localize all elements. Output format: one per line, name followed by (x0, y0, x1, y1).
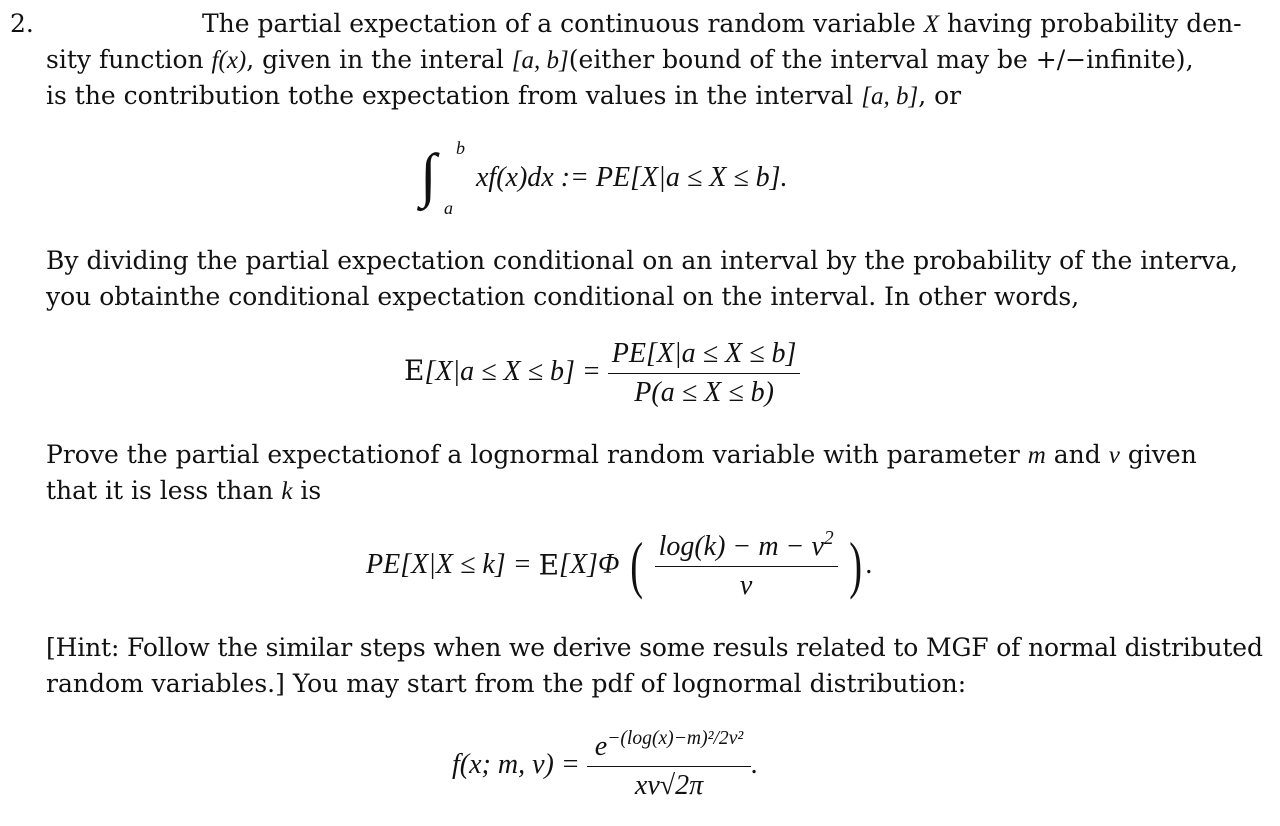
hint-line-2: random variables.] You may start from the pdf of lognormal distribution: (46, 669, 967, 698)
para3-text-b: that it is less than (46, 476, 274, 505)
eq4-period: . (751, 748, 759, 780)
equation-lognormal-pe (366, 528, 873, 602)
eq2-lhs: [X|a ≤ X ≤ b] = (424, 355, 601, 387)
intro-fx: f(x) (211, 47, 247, 74)
eq3-fraction (655, 528, 838, 602)
problem-number: 2. (10, 9, 34, 38)
intro-text-2a: sity function (46, 45, 204, 74)
eq4-lhs: f(x; m, ν) = (452, 748, 580, 780)
intro-var-x: X (923, 11, 940, 38)
eq3-lhs: PE[X|X ≤ k] = (366, 548, 539, 580)
para3-given: given (1127, 440, 1197, 469)
eq4-fraction (587, 728, 752, 802)
eq4-num-base: e (594, 730, 608, 762)
eq3-denominator: ν (739, 569, 753, 601)
eq3-right-paren: ) (848, 528, 862, 600)
eq4-denominator: xν√2π (634, 769, 704, 801)
para3-line-1 (46, 437, 1244, 474)
intro-text-3b: , or (918, 81, 962, 110)
eq3-numerator-text: log(k) − m − ν (658, 530, 824, 562)
para3-nu: ν (1108, 442, 1120, 469)
intro-text-2c: (either bound of the interval may be +/−infinite), (568, 45, 1194, 74)
integral-sign: ∫ (420, 142, 437, 208)
intro-text-2b: , given in the interal (246, 45, 504, 74)
equation-conditional (404, 338, 800, 409)
intro-text-1: The partial expectation of a continuous random variable (202, 9, 916, 38)
eq2-bb-e: E (404, 353, 425, 387)
integral-lower-bound: a (444, 198, 453, 218)
eq4-num-exp: −(log(x)−m)²/2ν² (607, 728, 744, 749)
para3-k: k (281, 478, 293, 505)
integral-expression: xf(x)dx := PE[X|a ≤ X ≤ b]. (476, 162, 788, 193)
eq3-bb-e: E (538, 548, 560, 582)
para2-line-1: By dividing the partial expectation conditional on an interval by the probability of the interva, (46, 246, 1239, 275)
eq2-denominator: P(a ≤ X ≤ b) (634, 377, 774, 408)
para2-line-2: you obtainthe conditional expectation conditional on the interval. In other words, (46, 282, 1080, 311)
intro-text-1-tail: having probability den- (947, 9, 1242, 38)
eq3-left-paren: ( (630, 528, 644, 600)
eq3-numerator-sup: 2 (823, 528, 834, 549)
intro-line-1 (202, 6, 1242, 43)
eq3-mid: [X]Φ (559, 548, 620, 580)
para3-m: m (1027, 442, 1046, 469)
integral-upper-bound: b (456, 138, 465, 158)
eq2-fraction (608, 338, 801, 409)
intro-line-3 (46, 78, 1244, 115)
para3-and: and (1053, 440, 1101, 469)
hint-line-1: [Hint: Follow the similar steps when we derive some resuls related to MGF of normal distributed (46, 633, 1263, 662)
intro-line-2 (46, 42, 1244, 79)
intro-interval: [a, b] (511, 47, 569, 74)
eq2-numerator: PE[X|a ≤ X ≤ b] (608, 338, 801, 374)
eq3-numerator (655, 528, 838, 567)
para3-line-2 (46, 473, 1244, 510)
intro-text-3a: is the contribution tothe expectation from values in the interval (46, 81, 854, 110)
intro-interval-2: [a, b] (861, 83, 919, 110)
para3-is: is (300, 476, 322, 505)
eq3-period: . (865, 548, 873, 580)
para3-text-a: Prove the partial expectationof a lognormal random variable with parameter (46, 440, 1020, 469)
eq4-numerator (587, 728, 752, 767)
equation-lognormal-pdf (452, 728, 758, 802)
